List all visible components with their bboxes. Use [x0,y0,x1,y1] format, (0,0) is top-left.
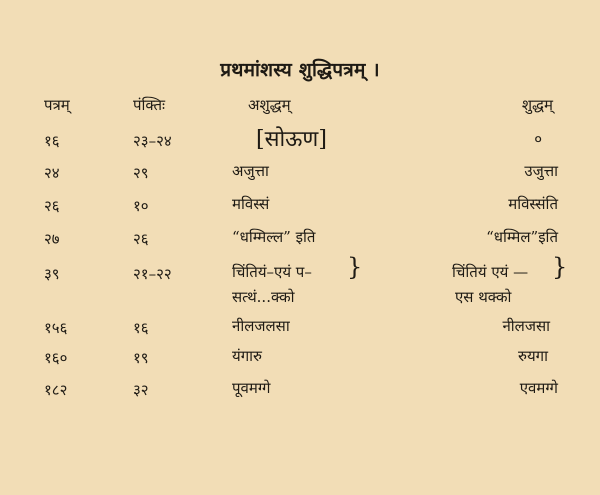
row-incorrect: मविस्सं [232,195,270,213]
row-correct: “धम्मिल”इति [486,228,558,246]
row-correct: उजुत्ता [524,162,558,180]
row-incorrect: पूवमग्गे [232,379,271,397]
row-page: २७ [44,230,60,248]
row-correct: नीलजसा [502,317,550,335]
row-correct: एवमग्गे [519,379,558,397]
header-line: पंक्तिः [133,96,166,114]
row-correct-cont: एस थक्को [455,288,512,306]
row-line: २१–२२ [133,265,172,283]
row-line: २३–२४ [133,132,172,150]
row-incorrect: यंगारु [232,347,263,365]
header-correct: शुद्धम् [521,96,553,114]
row-incorrect: अजुत्ता [232,162,269,180]
row-line: १९ [133,349,149,367]
row-correct: रुयगा [517,347,548,365]
row-line: २९ [133,164,149,182]
row-line: २६ [133,230,149,248]
header-incorrect: अशुद्धम् [248,96,291,114]
row-page: १६ [44,132,60,150]
row-line: १६ [133,319,149,337]
row-page: २४ [44,164,60,182]
row-page: २६ [44,197,60,215]
brace-mark: } [347,253,363,281]
row-line: १० [133,197,149,215]
row-page: १५६ [44,319,68,337]
row-correct: मविस्संति [508,195,558,213]
row-page: १६० [44,349,68,367]
row-incorrect-cont: सत्थं...क्को [232,288,295,306]
row-correct: चिंतियं एयं — [452,263,529,281]
row-page: १८२ [44,381,68,399]
row-incorrect: नीलजलसा [232,317,290,335]
row-incorrect: “धम्मिल्ल” इति [232,228,316,246]
row-incorrect: चिंतियं–एयं प– [232,263,312,281]
row-incorrect: [सोऊण] [256,127,327,152]
row-page: ३९ [44,265,60,283]
brace-mark: } [552,253,568,281]
row-line: ३२ [133,381,149,399]
header-page: पत्रम् [44,96,70,114]
row-correct: ० [534,130,542,148]
page-title: प्रथमांशस्य शुद्धिपत्रम् । [220,59,380,81]
